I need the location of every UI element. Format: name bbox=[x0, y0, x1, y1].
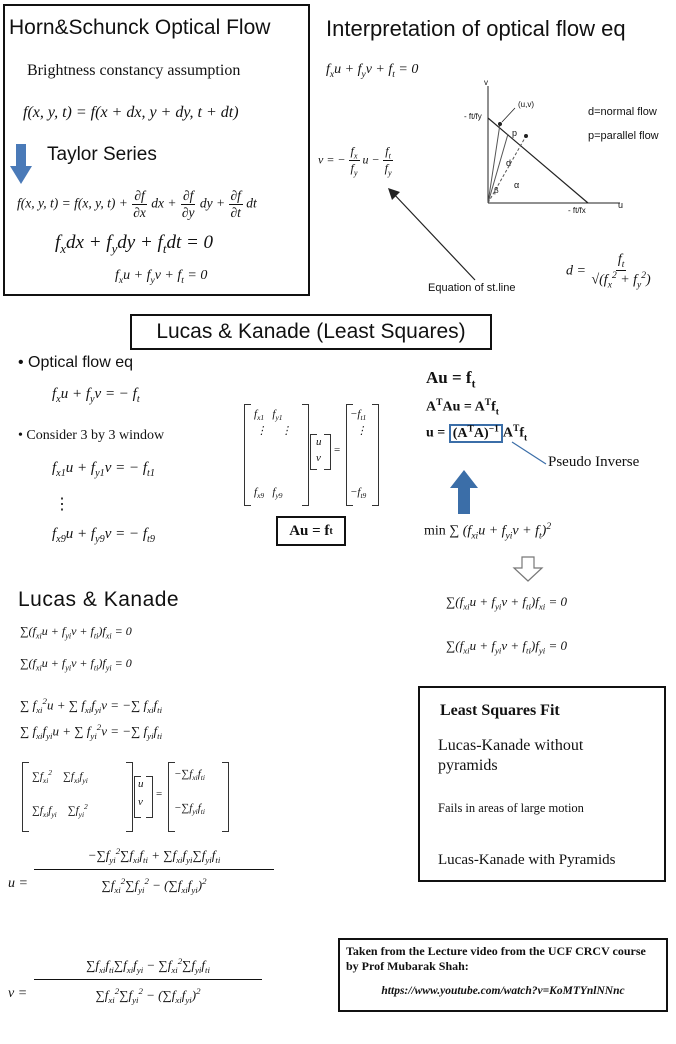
horn-eq2: f(x, y, t) = f(x, y, t) + $\frac{\partial f}{\partial x}$ dx + $\frac{\partial f}{\partial y}$ dy + $\frac{\partial f}{\partial t}$ dt bbox=[17, 188, 257, 220]
credit-url[interactable]: https://www.youtube.com/watch?v=KoMTYnlNNnc bbox=[381, 985, 625, 997]
bullet-optical-flow: • Optical flow eq bbox=[18, 354, 133, 371]
interp-eq1: $f_xu + f_yv + f_t = 0$ bbox=[326, 62, 419, 80]
down-arrow-icon bbox=[10, 144, 32, 184]
fit-item1: Lucas-Kanade without pyramids bbox=[438, 737, 584, 774]
pseudo-inverse-label: Pseudo Inverse bbox=[548, 454, 640, 470]
sum-eq2: $\sum(f_{xi}u + f_{yi}v + f_{ti})f_{yi} = 0$ bbox=[446, 638, 568, 656]
lucas-ls-title: Lucas & Kanade (Least Squares) bbox=[156, 320, 466, 343]
matrix-system: $f_{x1}$ $f_{y1}$ ⋮ ⋮ $f_{x9}$ $f_{y9}$ u v = $-f_{t1}$ ⋮ $-f_{t9}$ bbox=[244, 404, 378, 508]
fit-item2: Fails in areas of large motion bbox=[438, 801, 584, 815]
fit-item3: Lucas-Kanade with Pyramids bbox=[438, 852, 616, 868]
lucas-ls-title-box bbox=[130, 314, 492, 350]
horn-title: Horn&Schunck Optical Flow bbox=[9, 16, 271, 39]
interp-eq2: v = − $\frac{f_x}{f_y}$ u − $\frac{f_t}{f_y}$ bbox=[318, 144, 392, 178]
bullet1-label: Optical flow eq bbox=[28, 354, 133, 371]
sum-eq1: $\sum(f_{xi}u + f_{yi}v + f_{ti})f_{xi} = 0$ bbox=[446, 594, 568, 612]
min-eq: min ∑ $(f_{xi}u + f_{yi}v + f_t)^2$ bbox=[424, 522, 552, 542]
au-ft-boxed: Au = f t bbox=[276, 516, 346, 546]
d-formula: d = $\frac{f_t}{√(f_x^2 + f_y^2)}$ bbox=[566, 252, 651, 291]
lk-eq4: ∑ $f_{xi}f_{yi}u$ + ∑ $f_{yi}^2v$ = −∑ $f_{yi}f_{ti}$ bbox=[20, 722, 163, 741]
lk-eq3: ∑ $f_{xi}^2u$ + ∑ $f_{xi}f_{yi}v$ = −∑ $f_{xi}f_{ti}$ bbox=[20, 696, 163, 715]
v-label: v = bbox=[8, 986, 28, 1001]
axis-u: u bbox=[618, 200, 624, 210]
flow-diagram bbox=[460, 78, 640, 238]
horn-eq1: f(x, y, t) = f(x + dx, y + dy, t + dt) bbox=[23, 104, 239, 121]
taylor-series: Taylor Series bbox=[47, 144, 157, 165]
down-hollow-arrow-icon bbox=[512, 556, 544, 587]
credit-text: Taken from the Lecture video from the UCF CRCV course by Prof Mubarak Shah: bbox=[346, 944, 646, 973]
v-formula: $\sum f_{xi}f_{ti}\sum f_{xi}f_{yi} - \sum f_{xi}^2\sum f_{yi}f_{ti}$ $\sum f_{xi}^2\sum f_{yi}^2 - (\sum f_{xi}f_{yi})^2$ bbox=[34, 956, 262, 1005]
point-p: p bbox=[512, 128, 518, 138]
point-alpha: α bbox=[514, 180, 520, 190]
legend-p: p=parallel flow bbox=[588, 130, 659, 142]
lk-matrix: $\sum f_{xi}^2$ $\sum f_{xi}f_{yi}$ $\sum f_{xi}f_{yi}$ $\sum f_{yi}^2$ u v = $-\sum f_{xi}f_{ti}$ $-\sum f_{yi}f_{ti}$ bbox=[22, 762, 232, 834]
point-uv: (u,v) bbox=[518, 100, 534, 109]
ls-eq2: $f_{x1}u + f_{y1}v$ = − $f_{t1}$ bbox=[52, 460, 155, 479]
interp-title: Interpretation of optical flow eq bbox=[326, 16, 626, 41]
tick-v: - ft/fy bbox=[464, 112, 482, 121]
tick-u: - ft/fx bbox=[568, 206, 586, 215]
point-d: d bbox=[506, 158, 512, 168]
brightness-assumption: Brightness constancy assumption bbox=[27, 62, 241, 79]
point-beta: β bbox=[494, 186, 499, 195]
lk-eq1: $\sum(f_{xi}u + f_{yi}v + f_{ti})f_{xi} = 0$ bbox=[20, 624, 132, 641]
st-line-label: Equation of st.line bbox=[428, 282, 516, 294]
axis-v: v bbox=[484, 78, 488, 87]
credit-box bbox=[338, 938, 668, 1012]
pseudo-line bbox=[510, 440, 550, 470]
legend-d: d=normal flow bbox=[588, 106, 657, 118]
fit-title: Least Squares Fit bbox=[440, 702, 560, 719]
right-eq1: $Au = f_t$ bbox=[426, 368, 476, 391]
lk-eq2: $\sum(f_{xi}u + f_{yi}v + f_{ti})f_{yi} = 0$ bbox=[20, 656, 132, 673]
ls-eq3: $f_{x9}u + f_{y9}v$ = − $f_{t9}$ bbox=[52, 526, 155, 545]
bullet-window: • Consider 3 by 3 window bbox=[18, 428, 165, 443]
lucas-title: Lucas & Kanade bbox=[18, 588, 180, 611]
right-eq3: $u = (A^TA)^{-1}$ $A^Tf_t$ bbox=[426, 424, 528, 444]
horn-schunck-box bbox=[3, 4, 310, 296]
horn-eq4: $f_xu + f_yv + f_t = 0$ bbox=[115, 268, 208, 286]
horn-eq3: $f_xdx + f_ydy + f_tdt = 0$ bbox=[55, 232, 214, 256]
least-squares-fit-box bbox=[418, 686, 666, 882]
ls-eq1: $f_xu + f_yv$ = − $f_t$ bbox=[52, 386, 140, 405]
right-eq2: $A^TAu = A^Tf_t$ bbox=[426, 398, 499, 418]
u-label: u = bbox=[8, 876, 28, 891]
bullet2-label: Consider 3 by 3 window bbox=[26, 428, 165, 443]
u-formula: $-\sum f_{yi}^2\sum f_{xi}f_{ti} + \sum f_{xi}f_{yi}\sum f_{yi}f_{ti}$ $\sum f_{xi}^2\sum f_{yi}^2 - (\sum f_{xi}f_{yi})^2$ bbox=[34, 846, 274, 895]
up-arrow-icon bbox=[450, 470, 478, 519]
ls-dots: ⋮ bbox=[54, 496, 70, 513]
